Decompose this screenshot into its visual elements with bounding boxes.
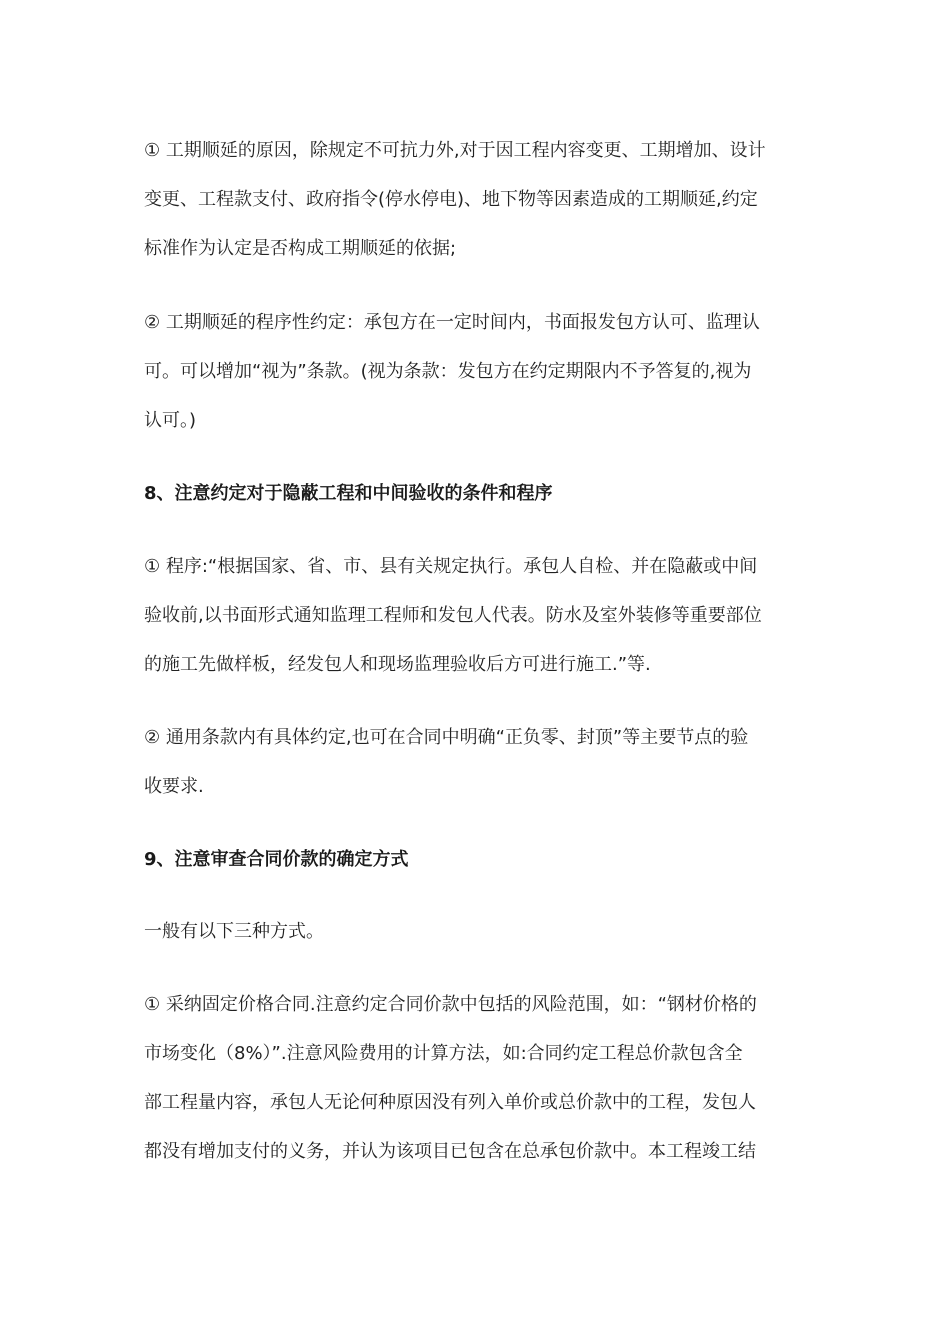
paragraph-line: 一般有以下三种方式。 (144, 921, 324, 942)
paragraph-line: ① 程序:“根据国家、省、市、县有关规定执行。承包人自检、并在隐蔽或中间 (144, 556, 758, 577)
section-heading: 8、注意约定对于隐蔽工程和中间验收的条件和程序 (144, 483, 553, 504)
paragraph-line: 市场变化（8%）”.注意风险费用的计算方法，如:合同约定工程总价款包含全 (144, 1043, 743, 1064)
paragraph-line: 变更、工程款支付、政府指令(停水停电)、地下物等因素造成的工期顺延,约定 (144, 189, 758, 210)
paragraph-line: ① 工期顺延的原因，除规定不可抗力外,对于因工程内容变更、工期增加、设计 (144, 140, 766, 161)
paragraph-line: ② 工期顺延的程序性约定：承包方在一定时间内，书面报发包方认可、监理认 (144, 312, 760, 333)
paragraph-line: 认可。) (144, 410, 197, 431)
paragraph-line: ② 通用条款内有具体约定,也可在合同中明确“正负零、封顶”等主要节点的验 (144, 727, 749, 748)
paragraph-line: 都没有增加支付的义务，并认为该项目已包含在总承包价款中。本工程竣工结 (144, 1141, 756, 1162)
paragraph-line: 标准作为认定是否构成工期顺延的依据; (144, 238, 457, 259)
section-heading: 9、注意审查合同价款的确定方式 (144, 849, 409, 870)
paragraph-line: 的施工先做样板，经发包人和现场监理验收后方可进行施工.”等. (144, 654, 651, 675)
paragraph-line: ① 采纳固定价格合同.注意约定合同价款中包括的风险范围，如：“钢材价格的 (144, 994, 757, 1015)
paragraph-line: 收要求. (144, 776, 204, 797)
paragraph-line: 部工程量内容，承包人无论何种原因没有列入单价或总价款中的工程，发包人 (144, 1092, 756, 1113)
paragraph-line: 可。可以增加“视为”条款。(视为条款：发包方在约定期限内不予答复的,视为 (144, 361, 752, 382)
paragraph-line: 验收前,以书面形式通知监理工程师和发包人代表。防水及室外装修等重要部位 (144, 605, 762, 626)
